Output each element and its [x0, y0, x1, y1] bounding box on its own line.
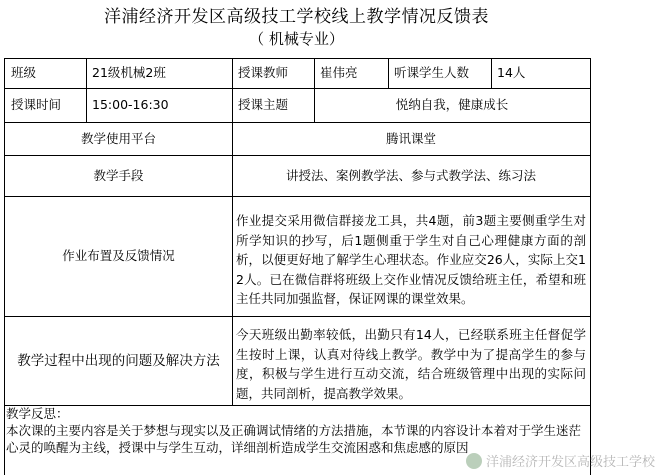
problems-label: 教学过程中出现的问题及解决方法 — [17, 352, 220, 369]
homework-feedback-text: 作业提交采用微信群接龙工具，共4题，前3题主要侧重学生对所学知识的抄写，后1题侧重于学生对自己心理健康方面的剖析，以便更好地了解学生心理状态。作业应交26人，实际上交12人。已在微信群将班级上交作业情况反馈给班主任，希望和班主任共同加强监督，保证网课的课堂效果。 — [236, 213, 586, 307]
platform-value: 腾讯课堂 — [385, 130, 436, 146]
method-label: 教学手段 — [93, 167, 144, 183]
method-value: 讲授法、案例教学法、参与式教学法、练习法 — [285, 167, 536, 183]
class-label: 班级 — [11, 65, 37, 80]
problems-solutions-text: 今天班级出勤率较低，出勤只有14人，已经联系班主任督促学生按时上课，认真对待线上教学。教学中为了提高学生的参与度，积极与学生进行互动交流，结合班级管理中出现的实际问题，共同剖析，提高教学效果。 — [236, 327, 586, 401]
teacher-label: 授课教师 — [238, 65, 289, 80]
page-subtitle: （ 机械专业） — [249, 30, 344, 48]
page-title: 洋浦经济开发区高级技工学校线上教学情况反馈表 — [104, 7, 489, 27]
reflection-label: 教学反思： — [6, 406, 69, 421]
student-count-label: 听课学生人数 — [394, 65, 470, 80]
watermark-text: 洋浦经济开发区高级技工学校 — [486, 455, 655, 470]
homework-label: 作业布置及反馈情况 — [62, 248, 175, 263]
time-label: 授课时间 — [11, 97, 62, 112]
reflection-text: 本次课的主要内容是关于梦想与现实以及正确调试情绪的方法措施，本节课的内容设计本着对于学生迷茫心灵的唤醒为主线，授课中与学生互动，详细剖析造成学生交流困惑和焦虑感的原因 — [6, 423, 582, 455]
teaching-reflection — [6, 405, 584, 456]
time-value: 15:00-16:30 — [92, 97, 169, 112]
platform-label: 教学使用平台 — [80, 130, 156, 146]
watermark — [466, 451, 655, 470]
topic-value: 悦纳自我，健康成长 — [395, 97, 509, 112]
topic-label: 授课主题 — [238, 97, 289, 112]
wechat-logo-icon — [466, 453, 482, 469]
teacher-value: 崔伟亮 — [320, 65, 358, 80]
student-count-value: 14人 — [497, 65, 526, 80]
class-value: 21级机械2班 — [92, 65, 166, 80]
